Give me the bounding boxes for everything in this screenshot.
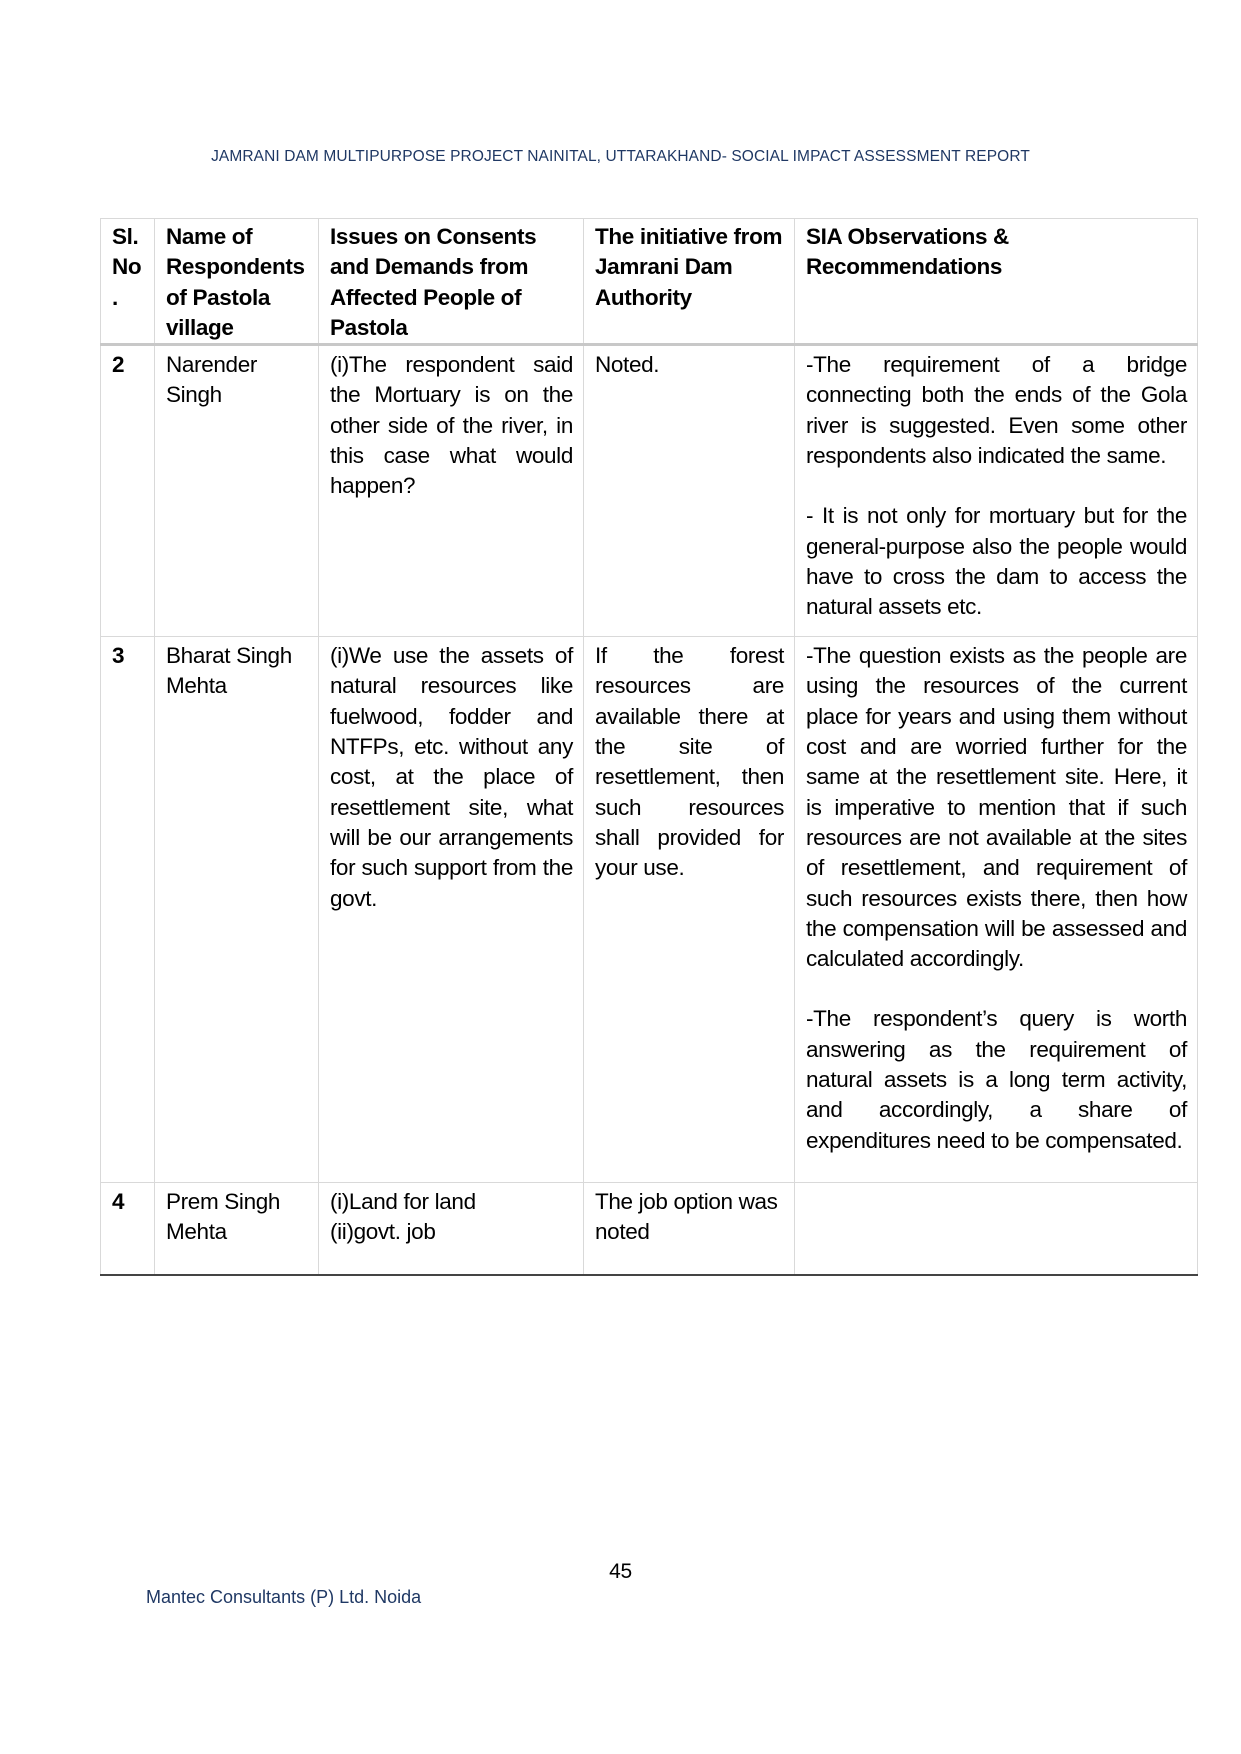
table-row — [101, 637, 1198, 1183]
row-issues — [319, 345, 584, 637]
observation-paragraph: -The question exists as the people are using the resources of the current place for years and using them without cost and are worried further for the same at the resettlement site. Here, it is imperative to mention that if such resources are not available at the sites of resettlement, and requirement of such resources exists there, then how the compensation will be assessed and calculated accordingly. — [806, 643, 1187, 972]
row-respondent-name: Prem Singh Mehta — [155, 1183, 319, 1275]
table-row — [101, 1183, 1198, 1275]
row-initiative: If the forest resources are available there at the site of resettlement, then such resources shall provided for your use. — [584, 637, 795, 1183]
observation-paragraph: -The respondent’s query is worth answering as the requirement of natural assets is a long term activity, and accordingly, a share of expenditures need to be compensated. — [806, 1006, 1187, 1153]
footer-company: Mantec Consultants (P) Ltd. Noida — [146, 1587, 422, 1607]
row-observations — [795, 1183, 1198, 1275]
header-issues: Issues on Consents and Demands from Affected People of Pastola — [319, 219, 584, 345]
row-respondent-name: Bharat Singh Mehta — [155, 637, 319, 1183]
row-sl-no: 3 — [101, 637, 155, 1183]
respondents-table — [100, 218, 1198, 1276]
issue-item: (i)The respondent said the Mortuary is on the other side of the river, in this case what would happen? — [330, 352, 573, 499]
row-initiative: Noted. — [584, 345, 795, 637]
header-initiative: The initiative from Jamrani Dam Authority — [584, 219, 795, 345]
issue-item: (i)We use the assets of natural resources like fuelwood, fodder and NTFPs, etc. without any cost, at the place of resettlement site, what will be our arrangements for such support from the govt. — [330, 643, 573, 911]
page-number: 45 — [609, 1560, 632, 1583]
observation-paragraph: -The requirement of a bridge connecting both the ends of the Gola river is suggested. Even some other respondents also indicated the same. — [806, 352, 1187, 469]
row-initiative: The job option was noted — [584, 1183, 795, 1275]
row-respondent-name: Narender Singh — [155, 345, 319, 637]
header-observations: SIA Observations & Recommendations — [795, 219, 1198, 345]
table-header-row — [101, 219, 1198, 345]
row-sl-no: 4 — [101, 1183, 155, 1275]
report-header: JAMRANI DAM MULTIPURPOSE PROJECT NAINITAL, UTTARAKHAND- SOCIAL IMPACT ASSESSMENT REPORT — [211, 148, 1030, 165]
issue-item: (ii)govt. job — [330, 1219, 436, 1245]
row-issues — [319, 637, 584, 1183]
row-observations — [795, 637, 1198, 1183]
row-sl-no: 2 — [101, 345, 155, 637]
observation-paragraph: - It is not only for mortuary but for the general-purpose also the people would have to cross the dam to access the natural assets etc. — [806, 503, 1187, 620]
header-sl-no: Sl. No . — [101, 219, 155, 345]
issue-item: (i)Land for land — [330, 1189, 476, 1215]
header-respondent-name: Name of Respondents of Pastola village — [155, 219, 319, 345]
table-row — [101, 345, 1198, 637]
row-observations — [795, 345, 1198, 637]
row-issues — [319, 1183, 584, 1275]
